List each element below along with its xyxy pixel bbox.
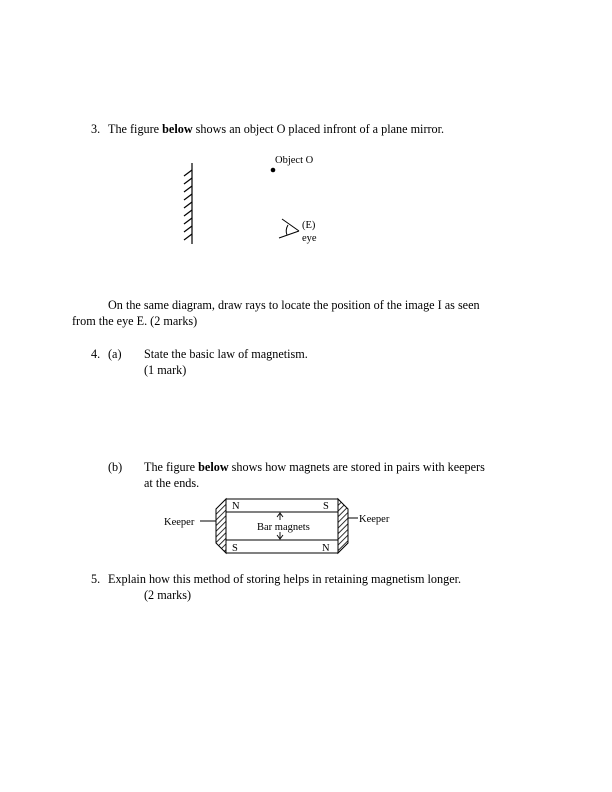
bar-magnets-diagram bbox=[164, 499, 390, 554]
eye-label-e: (E) bbox=[302, 220, 316, 231]
q4a-text: State the basic law of magnetism. bbox=[144, 347, 308, 361]
q3-text-after: shows an object O placed infront of a plane mirror. bbox=[192, 122, 445, 136]
q3-number: 3. bbox=[91, 122, 101, 136]
q3-text-before: The figure bbox=[108, 122, 163, 136]
down-arrow-icon bbox=[277, 532, 283, 539]
top-right-pole: S bbox=[323, 501, 329, 512]
q4b-text-line2: at the ends. bbox=[144, 476, 200, 490]
up-arrow-icon bbox=[277, 513, 283, 520]
top-bar-magnet bbox=[226, 499, 338, 512]
eye-label-eye: eye bbox=[302, 233, 317, 244]
plane-mirror bbox=[184, 163, 192, 244]
q4b-text bbox=[144, 460, 485, 474]
bottom-right-pole: N bbox=[322, 543, 330, 554]
q4b-text-before: The figure bbox=[144, 460, 199, 474]
object-o-label: Object O bbox=[275, 155, 314, 166]
bottom-left-pole: S bbox=[232, 543, 238, 554]
left-keeper bbox=[216, 499, 226, 553]
bar-magnets-label: Bar magnets bbox=[257, 522, 310, 533]
q4b-text-after: shows how magnets are stored in pairs with keepers bbox=[228, 460, 485, 474]
q3-text-bold: below bbox=[162, 122, 193, 136]
q4-number: 4. bbox=[91, 347, 101, 361]
q4b-label: (b) bbox=[108, 460, 123, 474]
top-left-pole: N bbox=[232, 501, 240, 512]
q3-instruction-line1: On the same diagram, draw rays to locate the position of the image I as seen bbox=[108, 298, 480, 312]
q5-marks: (2 marks) bbox=[144, 588, 192, 602]
q5-text: Explain how this method of storing helps in retaining magnetism longer. bbox=[108, 572, 462, 586]
object-o-dot bbox=[271, 168, 276, 173]
keeper-right-label: Keeper bbox=[359, 514, 390, 525]
eye-icon bbox=[279, 219, 299, 238]
keeper-left-label: Keeper bbox=[164, 517, 195, 528]
right-keeper bbox=[338, 499, 348, 553]
q4b-text-bold: below bbox=[198, 460, 229, 474]
q4a-marks: (1 mark) bbox=[144, 363, 187, 377]
q3-instruction-line2: from the eye E. (2 marks) bbox=[72, 314, 198, 328]
q5-number: 5. bbox=[91, 572, 101, 586]
q4a-label: (a) bbox=[108, 347, 122, 361]
